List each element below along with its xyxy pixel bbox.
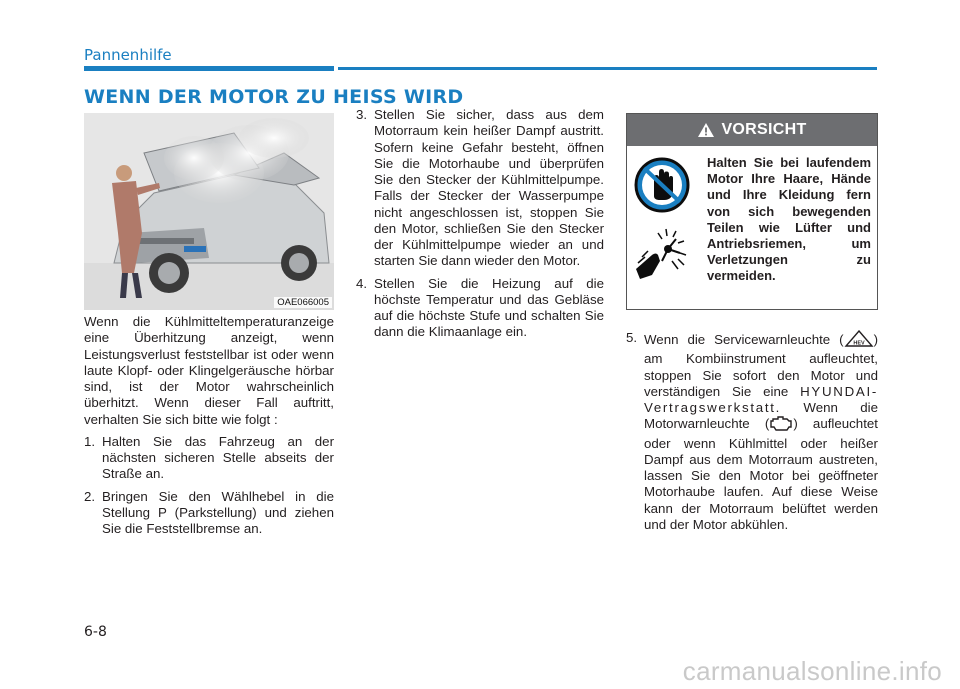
dealer-name: HYUNDAI-Vertragswerkstatt. bbox=[644, 383, 878, 415]
step-text bbox=[644, 330, 878, 533]
intro-paragraph: Wenn die Kühlmitteltemperaturanzeige eine Überhitzung anzeigt, wenn Leistungsverlust feststellbar ist oder wenn laute Klopf- oder Klingelgeräusche hörbar sind, ist der Motor wahrscheinlich überhitzt. Wenn dieser Fall auftritt, verhalten Sie sich bitte wie folgt : bbox=[84, 314, 334, 427]
page-heading: WENN DER MOTOR ZU HEISS WIRD bbox=[84, 86, 464, 108]
page-number: 6-8 bbox=[84, 624, 107, 640]
column-right bbox=[626, 330, 878, 533]
header-rule-thin bbox=[338, 67, 877, 70]
stop-hand-icon bbox=[632, 156, 712, 219]
step-5-text-a: Wenn die Servicewarnleuchte ( bbox=[644, 332, 844, 347]
section-title: Pannenhilfe bbox=[84, 46, 172, 64]
caution-label: VORSICHT bbox=[721, 121, 807, 138]
warning-triangle-icon bbox=[697, 122, 715, 138]
step-number: 1. bbox=[84, 433, 96, 449]
figure-code: OAE066005 bbox=[274, 297, 332, 308]
step-3 bbox=[356, 107, 604, 270]
step-5-text-c: Wenn die Motorwarnleuchte ( bbox=[644, 400, 878, 432]
step-5-text-d: ) aufleuchtet oder wenn Kühlmittel oder heißer Dampf aus dem Motorraum austreten, lassen Sie den Motor bei geöffneter Motorhaube laufen. Auf diese Weise kann der Motorraum belüftet werden und der Motor abkühlen. bbox=[644, 416, 878, 532]
step-text: Halten Sie das Fahrzeug an der nächsten sicheren Stelle abseits der Straße an. bbox=[102, 433, 334, 482]
step-5-text-b: ) am Kombiinstrument aufleuchtet, stoppen Sie sofort den Motor und verständigen Sie eine bbox=[644, 332, 878, 399]
car-overheating-illustration bbox=[84, 113, 334, 310]
step-number: 4. bbox=[356, 275, 368, 291]
caution-header bbox=[627, 114, 877, 146]
hev-service-warning-icon bbox=[844, 330, 874, 351]
engine-warning-icon bbox=[769, 416, 793, 435]
step-text: Stellen Sie sicher, dass aus dem Motorraum kein heißer Dampf austritt. Sofern keine Gefahr besteht, öffnen Sie die Motorhaube und überprüfen Sie den Stecker der Kühlmittelpumpe. Falls der Stecker der Wasserpumpe nicht angeschlossen ist, stoppen Sie den Motor, schließen Sie den Stecker der Kühlmittelpumpe wieder an und starten Sie dann wieder den Motor. bbox=[374, 107, 604, 269]
step-2 bbox=[84, 489, 334, 538]
step-text: Stellen Sie die Heizung auf die höchste Temperatur und das Gebläse auf die höchste Stufe und schalten Sie dann die Klimaanlage ein. bbox=[374, 275, 604, 340]
step-1 bbox=[84, 434, 334, 483]
column-middle bbox=[356, 107, 604, 341]
step-5 bbox=[626, 330, 878, 533]
caution-text: Halten Sie bei laufendem Motor Ihre Haare, Hände und Ihre Kleidung fern von sich bewegenden Teilen wie Lüfter und Antriebsriemen, um Verletzungen zu vermeiden. bbox=[707, 155, 871, 284]
step-4 bbox=[356, 276, 604, 341]
caution-icons bbox=[632, 156, 712, 288]
step-text: Bringen Sie den Wählhebel in die Stellung P (Parkstellung) und ziehen Sie die Feststellbremse an. bbox=[102, 488, 334, 536]
header-rule-thick bbox=[84, 66, 334, 71]
caution-box bbox=[626, 113, 878, 310]
watermark: carmanualsonline.info bbox=[682, 656, 942, 686]
column-left bbox=[84, 314, 334, 537]
rotating-fan-hand-icon bbox=[632, 225, 712, 288]
step-number: 3. bbox=[356, 107, 368, 122]
step-number: 5. bbox=[626, 330, 638, 345]
step-number: 2. bbox=[84, 488, 96, 504]
hev-label: HEV bbox=[852, 340, 865, 347]
